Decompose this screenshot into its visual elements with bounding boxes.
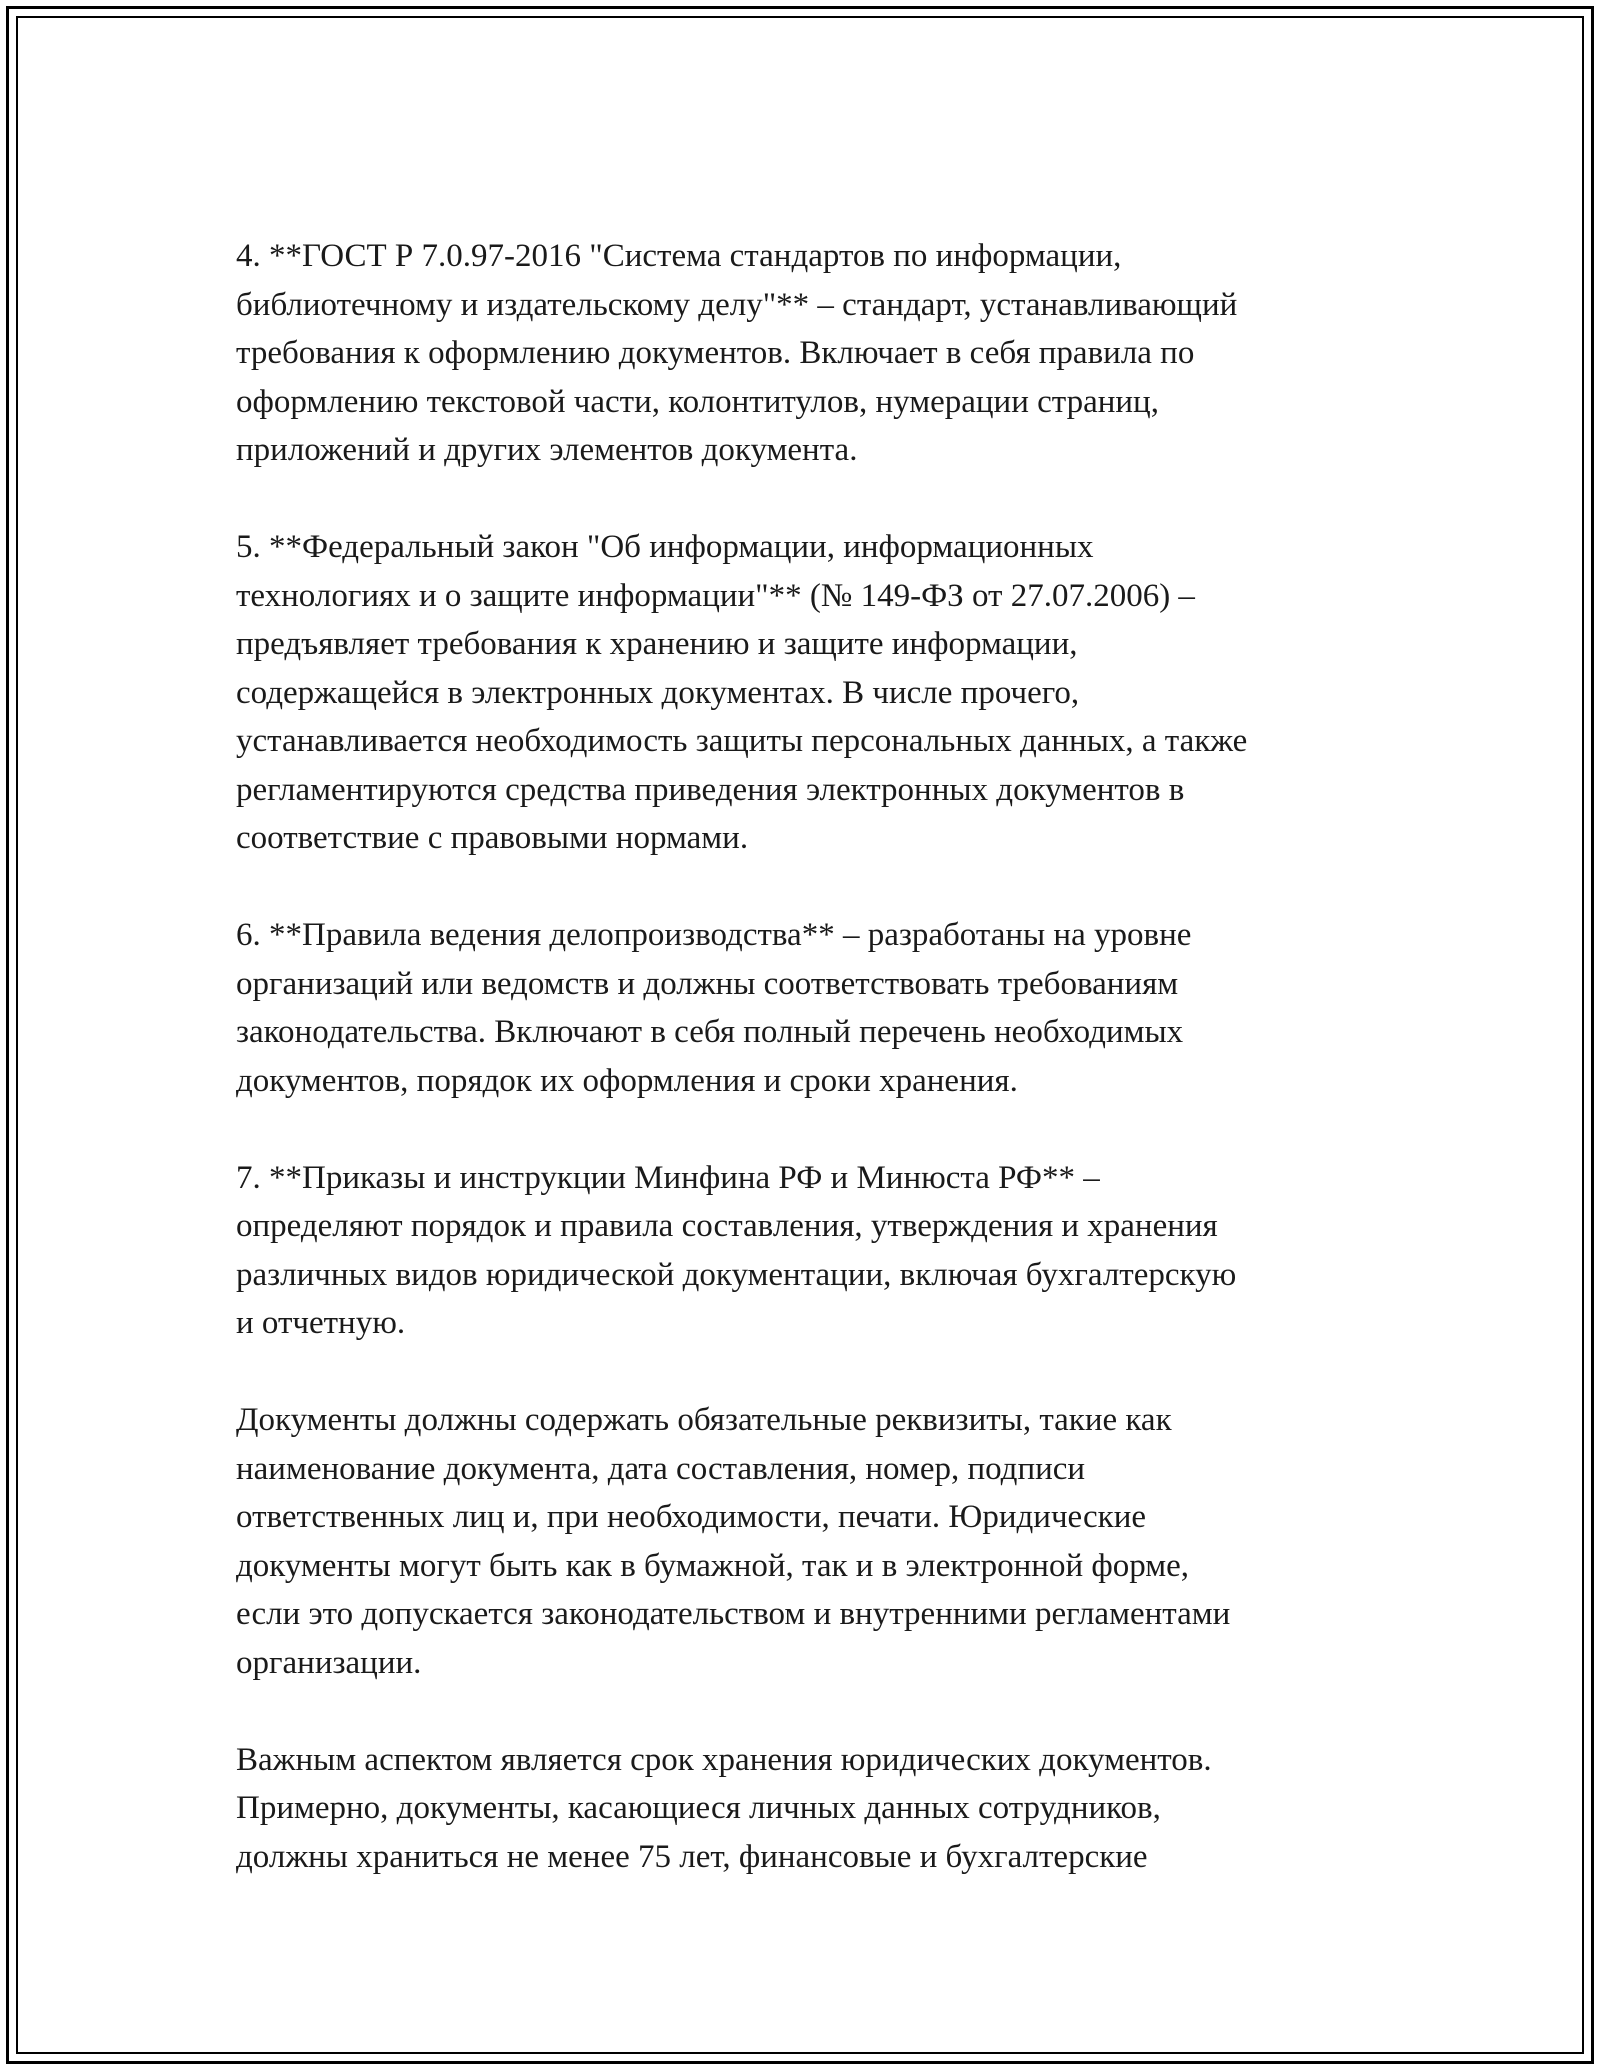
paragraph-item-5-federal-law: 5. **Федеральный закон "Об информации, информационных технологиях и о защите информации"** (№ 149-ФЗ от 27.07.2006) – предъявляет требования к хранению и защите информации, содержащейся в электронных документах. В числе прочего, устанавливается необходимость защиты персональных данных, а также регламентируются средства приведения электронных документов в соответствие с правовыми нормами.	[236, 529, 1248, 856]
paragraph-item-6-record-keeping-rules: 6. **Правила ведения делопроизводства** – разработаны на уровне организаций или ведомств и должны соответствовать требованиям законодательства. Включают в себя полный перечень необходимых документов, порядок их оформления и сроки хранения.	[236, 917, 1192, 1099]
paragraph-storage-period: Важным аспектом является срок хранения юридических документов. Примерно, документы, касающиеся личных данных сотрудников, должны храниться не менее 75 лет, финансовые и бухгалтерские	[236, 1741, 1212, 1875]
paragraph-item-7-ministry-orders: 7. **Приказы и инструкции Минфина РФ и Минюста РФ** – определяют порядок и правила составления, утверждения и хранения различных видов юридической документации, включая бухгалтерскую и отчетную.	[236, 1159, 1237, 1341]
paragraph-item-4-gost: 4. **ГОСТ Р 7.0.97-2016 "Система стандартов по информации, библиотечному и издательскому делу"** – стандарт, устанавливающий требования к оформлению документов. Включает в себя правила по оформлению текстовой части, колонтитулов, нумерации страниц, приложений и других элементов документа.	[236, 238, 1238, 468]
paragraph-required-details: Документы должны содержать обязательные реквизиты, такие как наименование документа, дата составления, номер, подписи ответственных лиц и, при необходимости, печати. Юридические документы могут быть как в бумажной, так и в электронной форме, если это допускается законодательством и внутренними регламентами организации.	[236, 1402, 1231, 1681]
document-body	[236, 232, 1386, 1881]
